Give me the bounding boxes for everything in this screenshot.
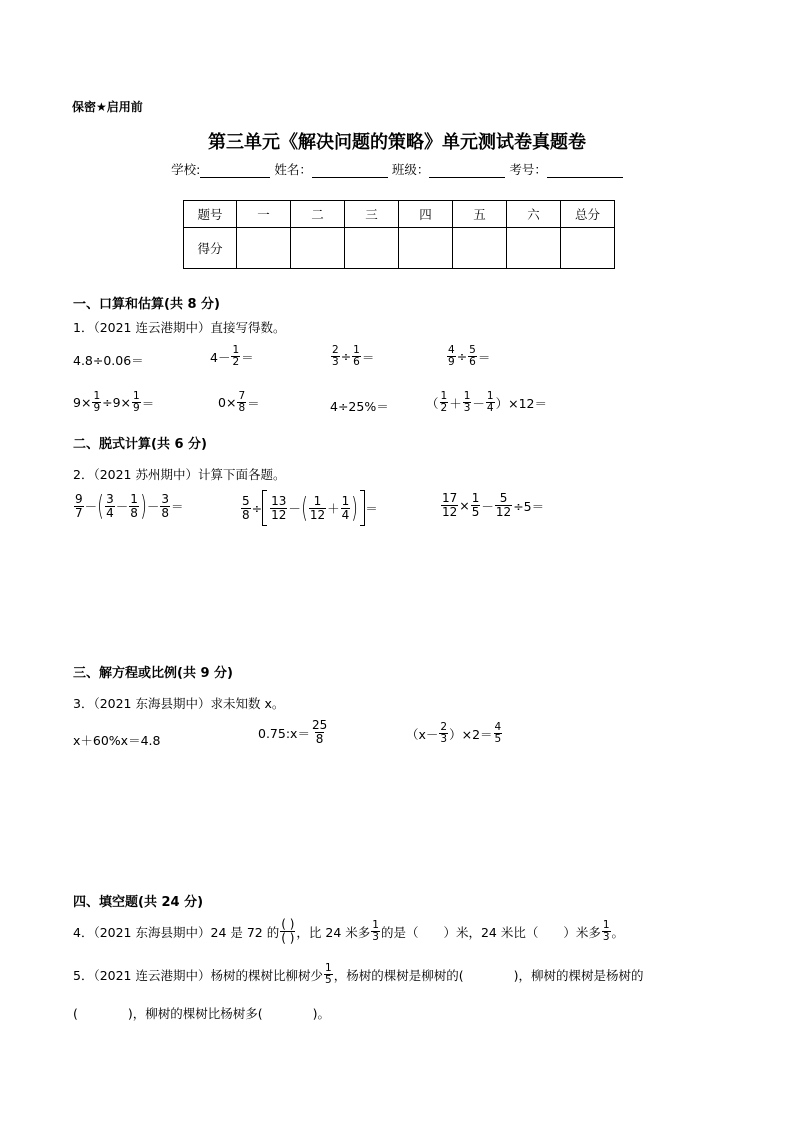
section-1-heading: 一、口算和估算(共 8 分) bbox=[73, 297, 220, 312]
exam-number-label: 考号： bbox=[509, 162, 547, 177]
score-table bbox=[183, 200, 615, 269]
score-cell[interactable] bbox=[507, 228, 561, 269]
score-row-label: 得分 bbox=[184, 228, 237, 269]
name-field[interactable] bbox=[312, 163, 388, 178]
confidential-label: 保密★启用前 bbox=[72, 100, 143, 114]
table-header-cell: 四 bbox=[399, 201, 453, 228]
question-1-stem: 1．（2021 连云港期中）直接写得数。 bbox=[73, 320, 286, 335]
question-5-line-1: 5．（2021 连云港期中）杨树的棵树比柳树少 $\frac{1}{5}$ ，杨树的棵树是柳树的( )，柳树的棵树是杨树的 bbox=[73, 962, 644, 986]
q3-equation-3: （x－ $\frac{2}{3}$ ）×2＝ $\frac{4}{5}$ bbox=[406, 721, 502, 745]
exam-number-field[interactable] bbox=[547, 163, 623, 178]
school-label: 学校: bbox=[171, 162, 201, 177]
school-field[interactable] bbox=[200, 163, 270, 178]
score-cell[interactable] bbox=[237, 228, 291, 269]
table-header-cell: 二 bbox=[291, 201, 345, 228]
table-header-cell: 题号 bbox=[184, 201, 237, 228]
q4-answer-fraction[interactable]: $\frac{( )}{( )}$ bbox=[281, 917, 295, 945]
student-info-line bbox=[0, 160, 794, 178]
q3-equation-1: x＋60%x＝4.8 bbox=[73, 733, 161, 748]
q1-expression-4: $\frac{4}{9}$ ÷ $\frac{5}{6}$ ＝ bbox=[448, 344, 491, 368]
question-4: 4．（2021 东海县期中）24 是 72 的 $\frac{( )}{( )}$ ，比 24 米多 $\frac{1}{3}$ 的是（ ）米，24 米比（ ）米多 $\frac{1}{3}$ 。 bbox=[73, 917, 625, 945]
q1-expression-8: （ $\frac{1}{2}$ ＋ $\frac{1}{3}$ － $\frac{1}{4}$ ）×12＝ bbox=[426, 390, 547, 414]
score-cell[interactable] bbox=[291, 228, 345, 269]
question-5-line-2: ( )，柳树的棵树比杨树多( )。 bbox=[73, 1006, 331, 1021]
q3-equation-2: 0.75:x＝ $\frac{25}{8}$ bbox=[258, 718, 328, 746]
q2-expression-b: $\frac{5}{8}$ ÷ $\frac{13}{12}$ － ( $\frac{1}{12}$ ＋ $\frac{1}{4}$ ) ＝ bbox=[242, 491, 378, 524]
table-header-cell: 三 bbox=[345, 201, 399, 228]
table-header-cell: 总分 bbox=[561, 201, 615, 228]
q1-expression-5: 9× $\frac{1}{9}$ ÷9× $\frac{1}{9}$ ＝ bbox=[73, 390, 155, 414]
q2-expression-c: $\frac{17}{12}$ × $\frac{1}{5}$ － $\frac{5}{12}$ ÷5＝ bbox=[442, 491, 545, 519]
section-4-heading: 四、填空题(共 24 分) bbox=[73, 895, 204, 910]
class-label: 班级： bbox=[391, 162, 430, 177]
score-table-score-row bbox=[184, 228, 615, 269]
q1-expression-6: 0× $\frac{7}{8}$ ＝ bbox=[218, 390, 260, 414]
q1-expression-3: $\frac{2}{3}$ ÷ $\frac{1}{6}$ ＝ bbox=[332, 344, 375, 368]
table-header-cell: 一 bbox=[237, 201, 291, 228]
q2-expression-a: $\frac{9}{7}$ － ( $\frac{3}{4}$ － $\frac{1}{8}$ ) － $\frac{3}{8}$ ＝ bbox=[75, 489, 184, 522]
score-cell[interactable] bbox=[453, 228, 507, 269]
table-header-cell: 六 bbox=[507, 201, 561, 228]
class-field[interactable] bbox=[429, 163, 505, 178]
q1-expression-7: 4÷25%＝ bbox=[330, 399, 389, 414]
score-cell[interactable] bbox=[399, 228, 453, 269]
table-header-cell: 五 bbox=[453, 201, 507, 228]
question-2-stem: 2．（2021 苏州期中）计算下面各题。 bbox=[73, 467, 286, 482]
score-table-header-row bbox=[184, 201, 615, 228]
section-2-heading: 二、脱式计算(共 6 分) bbox=[73, 437, 207, 452]
page-title: 第三单元《解决问题的策略》单元测试卷真题卷 bbox=[208, 132, 586, 153]
q1-expression-1: 4.8÷0.06＝ bbox=[73, 353, 144, 368]
section-3-heading: 三、解方程或比例(共 9 分) bbox=[73, 666, 233, 681]
q1-expression-2: 4－ $\frac{1}{2}$ ＝ bbox=[210, 344, 254, 368]
name-label: 姓名： bbox=[274, 162, 312, 177]
score-cell[interactable] bbox=[561, 228, 615, 269]
score-cell[interactable] bbox=[345, 228, 399, 269]
question-3-stem: 3．（2021 东海县期中）求未知数 x。 bbox=[73, 696, 285, 711]
